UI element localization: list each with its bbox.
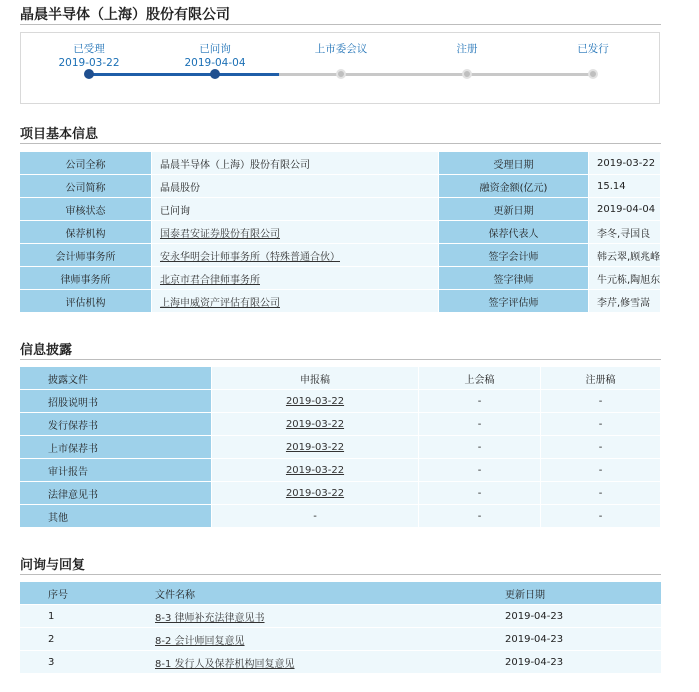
document-name: 发行保荐书 <box>20 413 212 436</box>
table-row <box>20 244 661 267</box>
appraisal-firm-link[interactable]: 上海申威资产评估有限公司 <box>160 297 280 309</box>
table-row <box>20 505 661 528</box>
document-name: 上市保荐书 <box>20 436 212 459</box>
cell: - <box>212 505 419 528</box>
qa-title: 问询与回复 <box>20 558 86 573</box>
qa-file-link[interactable]: 8-2 会计师回复意见 <box>155 635 245 647</box>
cell: - <box>419 482 541 505</box>
cell: - <box>419 413 541 436</box>
field-label: 保荐机构 <box>20 221 152 244</box>
law-firm-link[interactable]: 北京市君合律师事务所 <box>160 274 260 286</box>
progress-tracker <box>20 32 660 104</box>
table-row <box>20 482 661 505</box>
document-name: 其他 <box>20 505 212 528</box>
field-label: 公司全称 <box>20 152 152 175</box>
table-header-row <box>20 367 661 390</box>
step-date-inquired: 2019-04-04 <box>184 57 246 69</box>
table-row <box>20 651 661 674</box>
column-header: 序号 <box>20 582 145 605</box>
issuance-sponsor-filing-link[interactable]: 2019-03-22 <box>285 418 345 430</box>
table-row <box>20 413 661 436</box>
row-number: 2 <box>20 628 145 651</box>
cell: - <box>419 505 541 528</box>
row-number: 3 <box>20 651 145 674</box>
column-header: 披露文件 <box>20 367 212 390</box>
cell <box>212 413 419 436</box>
qa-file-link[interactable]: 8-3 律师补充法律意见书 <box>155 612 265 624</box>
field-label: 签字评估师 <box>439 290 589 313</box>
field-label: 更新日期 <box>439 198 589 221</box>
table-row <box>20 390 661 413</box>
step-label-listing-meeting: 上市委会议 <box>314 43 368 55</box>
disclosure-title: 信息披露 <box>20 343 73 358</box>
step-dot-accepted <box>84 69 94 79</box>
table-row <box>20 436 661 459</box>
cell <box>212 459 419 482</box>
field-value-cell <box>152 267 439 290</box>
step-dot-listing-meeting <box>336 69 346 79</box>
step-label-inquired: 已问询 <box>199 43 231 55</box>
listing-sponsor-filing-link[interactable]: 2019-03-22 <box>285 441 345 453</box>
step-dot-inquired <box>210 69 220 79</box>
field-value: 李芹,修雪嵩 <box>589 290 661 313</box>
field-value: 已问询 <box>152 198 439 221</box>
field-label: 签字律师 <box>439 267 589 290</box>
column-header: 文件名称 <box>145 582 497 605</box>
step-label-accepted: 已受理 <box>73 43 105 55</box>
field-value: 15.14 <box>589 175 661 198</box>
accounting-firm-link[interactable]: 安永华明会计师事务所（特殊普通合伙） <box>160 251 340 263</box>
step-dot-issued <box>588 69 598 79</box>
field-label: 公司简称 <box>20 175 152 198</box>
cell: - <box>541 390 661 413</box>
update-date: 2019-04-23 <box>497 651 661 674</box>
field-value: 李冬,寻国良 <box>589 221 661 244</box>
field-label: 审核状态 <box>20 198 152 221</box>
cell <box>212 436 419 459</box>
title-divider <box>20 24 661 25</box>
basic-info-table <box>20 152 661 313</box>
step-dot-registration <box>462 69 472 79</box>
cell: - <box>541 436 661 459</box>
field-value-cell <box>152 244 439 267</box>
cell <box>145 605 497 628</box>
field-label: 受理日期 <box>439 152 589 175</box>
field-value-cell <box>152 221 439 244</box>
column-header: 更新日期 <box>497 582 661 605</box>
field-label: 签字会计师 <box>439 244 589 267</box>
step-label-issued: 已发行 <box>577 43 609 55</box>
cell: - <box>419 459 541 482</box>
table-row <box>20 605 661 628</box>
cell: - <box>419 436 541 459</box>
legal-opinion-filing-link[interactable]: 2019-03-22 <box>285 487 345 499</box>
qa-divider <box>20 574 661 575</box>
cell <box>212 390 419 413</box>
table-row <box>20 152 661 175</box>
field-value: 2019-03-22 <box>589 152 661 175</box>
field-value: 韩云翠,顾兆峰 <box>589 244 661 267</box>
field-value: 牛元栋,陶旭东 <box>589 267 661 290</box>
field-label: 保荐代表人 <box>439 221 589 244</box>
basic-info-divider <box>20 143 661 144</box>
cell: - <box>541 413 661 436</box>
qa-file-link[interactable]: 8-1 发行人及保荐机构回复意见 <box>155 658 295 670</box>
prospectus-filing-link[interactable]: 2019-03-22 <box>285 395 345 407</box>
audit-report-filing-link[interactable]: 2019-03-22 <box>285 464 345 476</box>
cell: - <box>541 459 661 482</box>
field-value-cell <box>152 290 439 313</box>
cell <box>212 482 419 505</box>
step-label-registration: 注册 <box>456 43 478 55</box>
table-row <box>20 175 661 198</box>
cell: - <box>541 482 661 505</box>
field-value: 2019-04-04 <box>589 198 661 221</box>
column-header: 上会稿 <box>419 367 541 390</box>
progress-track-done <box>89 73 279 76</box>
qa-table <box>20 582 661 674</box>
table-row <box>20 267 661 290</box>
basic-info-title: 项目基本信息 <box>20 127 99 142</box>
row-number: 1 <box>20 605 145 628</box>
field-value: 晶晨半导体（上海）股份有限公司 <box>152 152 439 175</box>
column-header: 注册稿 <box>541 367 661 390</box>
step-date-accepted: 2019-03-22 <box>58 57 120 69</box>
table-row <box>20 198 661 221</box>
disclosure-table <box>20 367 661 528</box>
table-header-row <box>20 582 661 605</box>
field-label: 律师事务所 <box>20 267 152 290</box>
field-label: 融资金额(亿元) <box>439 175 589 198</box>
table-row <box>20 459 661 482</box>
field-value: 晶晨股份 <box>152 175 439 198</box>
table-row <box>20 628 661 651</box>
column-header: 申报稿 <box>212 367 419 390</box>
document-name: 招股说明书 <box>20 390 212 413</box>
document-name: 法律意见书 <box>20 482 212 505</box>
update-date: 2019-04-23 <box>497 628 661 651</box>
table-row <box>20 221 661 244</box>
field-label: 会计师事务所 <box>20 244 152 267</box>
sponsor-link[interactable]: 国泰君安证券股份有限公司 <box>160 228 280 240</box>
cell <box>145 628 497 651</box>
cell: - <box>541 505 661 528</box>
company-title: 晶晨半导体（上海）股份有限公司 <box>20 7 230 23</box>
field-label: 评估机构 <box>20 290 152 313</box>
cell <box>145 651 497 674</box>
document-name: 审计报告 <box>20 459 212 482</box>
disclosure-divider <box>20 359 661 360</box>
table-row <box>20 290 661 313</box>
cell: - <box>419 390 541 413</box>
update-date: 2019-04-23 <box>497 605 661 628</box>
